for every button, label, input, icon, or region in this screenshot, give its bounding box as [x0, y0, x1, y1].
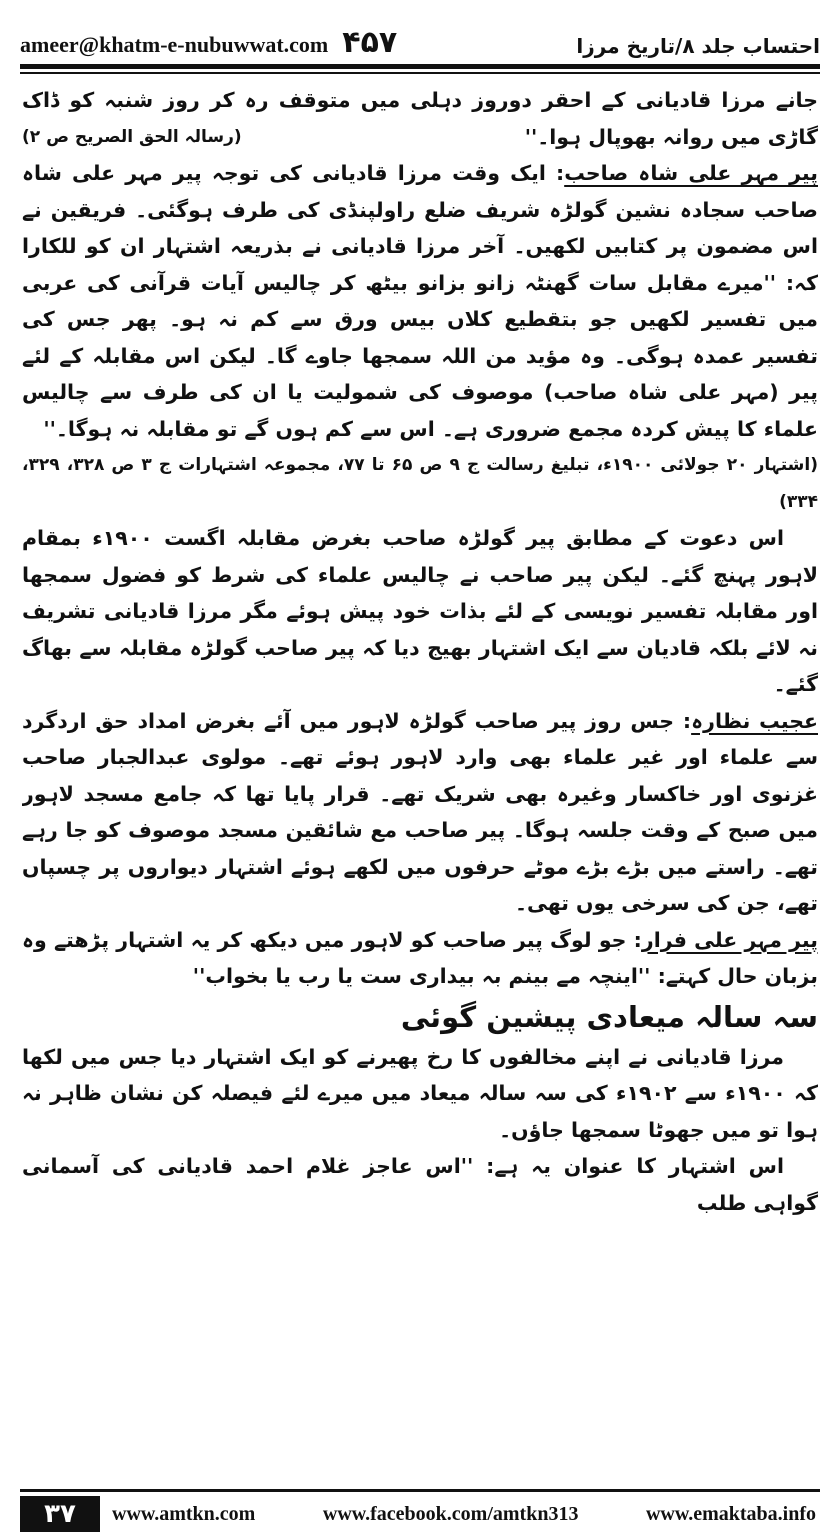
- page-body: [22, 82, 818, 1474]
- paragraph-2-reference: (اشتہار ۲۰ جولائی ۱۹۰۰ء، تبلیغ رسالت ج ۹ ص ۶۵ تا ۷۷، مجموعہ اشتہارات ج ۳ ص ۳۲۸، ۳۲۹، ۳۳۴): [22, 455, 818, 512]
- paragraph-1-reference: (رسالہ الحق الصریح ص ۲): [22, 126, 242, 147]
- paragraph-1-text: جانے مرزا قادیانی کے احقر دوروز دہلی میں متوقف رہ کر روز شنبہ کو ڈاک گاڑی میں روانہ بھوپال ہوا۔'': [22, 88, 818, 149]
- header-rule-thick: [20, 64, 820, 69]
- paragraph-2-text: : ایک وقت مرزا قادیانی کی توجہ پیر مہر علی شاہ صاحب سجادہ نشین گولڑہ شریف ضلع راولپنڈی کی طرف ہوگئی۔ فریقین نے اس مضمون پر کتابیں لکھیں۔ آخر مرزا قادیانی نے بذریعہ اشتہار ان کو للکارا کہ: ''میرے مقابل سات گھنٹہ زانو بزانو بیٹھ کر چالیس آیات قرآنی کی عربی میں تفسیر لکھیں جو بتقطیع کلاں بیس ورق سے کم نہ ہو۔ پھر جس کی تفسیر عمدہ ہوگی۔ وہ مؤید من اللہ سمجھا جاوے گا۔ لیکن اس مقابلہ کے لئے پیر (مہر علی شاہ صاحب) موصوف کی شمولیت یا ان کی طرف سے چالیس علماء کا پیش کردہ مجمع ضروری ہے۔ اس سے کم ہوں گے تو مقابلہ نہ ہوگا۔'': [22, 161, 818, 441]
- heading-ajeeb-nazara: عجیب نظارہ: [691, 708, 818, 733]
- footer-page-number: ۳۷: [20, 1496, 100, 1532]
- header-page-number: ۴۵۷: [342, 25, 398, 60]
- heading-pir-mehr-ali-firar: پیر مہر علی فرار: [641, 927, 818, 952]
- paragraph-5: [22, 922, 818, 995]
- paragraph-3: اس دعوت کے مطابق پیر گولڑہ صاحب بغرض مقابلہ اگست ۱۹۰۰ء بمقام لاہور پہنچ گئے۔ لیکن پیر صاحب نے چالیس علماء کی شرط کو فضول سمجھا اور مقابلہ تفسیر نویسی کے لئے بذات خود پیش ہوئے مگر مرزا قادیانی تشریف نہ لائے بلکہ قادیان سے ایک اشتہار بھیج دیا کہ پیر صاحب گولڑہ مقابلہ سے بھاگ گئے۔: [22, 526, 818, 696]
- section-title: سہ سالہ میعادی پیشین گوئی: [400, 999, 818, 1034]
- footer-links: [100, 1496, 820, 1532]
- footer-link-amtkn[interactable]: www.amtkn.com: [112, 1502, 256, 1525]
- footer-link-facebook[interactable]: www.facebook.com/amtkn313: [322, 1502, 579, 1525]
- paragraph-2: [22, 155, 818, 447]
- paragraph-1: [22, 82, 818, 155]
- page-footer: [20, 1489, 820, 1532]
- paragraph-4-text: : جس روز پیر صاحب گولڑہ لاہور میں آئے بغرض امداد حق اردگرد سے علماء اور غیر علماء بھی وارد لاہور ہوئے تھے۔ مولوی عبدالجبار صاحب غزنوی اور خاکسار وغیرہ بھی شریک تھے۔ قرار پایا تھا کہ جامع مسجد لاہور میں صبح کے وقت جلسہ ہوگا۔ پیر صاحب مع شائقین مسجد موصوف کو جا رہے تھے۔ راستے میں بڑے بڑے موٹے حرفوں میں لکھے ہوئے اشتہار دیواروں پر چسپاں تھے، جن کی سرخی یوں تھی۔: [22, 708, 818, 915]
- heading-pir-mehr-ali-shah: پیر مہر علی شاہ صاحب: [564, 161, 818, 185]
- paragraph-4: [22, 703, 818, 922]
- footer-link-emaktaba[interactable]: www.emaktaba.info: [645, 1502, 816, 1525]
- paragraph-6: مرزا قادیانی نے اپنے مخالفوں کا رخ پھیرنے کو ایک اشتہار دیا جس میں لکھا کہ ۱۹۰۰ء سے ۱۹۰۲ء کی سہ سالہ میعاد میں میرے لئے فیصلہ کن نشان ظاہر نہ ہوا تو میں جھوٹا سمجھا جاؤں۔: [22, 1044, 818, 1142]
- header-left: [20, 25, 398, 60]
- paragraph-7: اس اشتہار کا عنوان یہ ہے: ''اس عاجز غلام احمد قادیانی کی آسمانی گواہی طلب: [22, 1154, 818, 1215]
- header-rule-thin: [20, 72, 820, 74]
- header-book-title: احتساب جلد ۸/تاریخ مرزا: [576, 34, 820, 58]
- paragraph-5-text: : جو لوگ پیر صاحب کو لاہور میں دیکھ کر یہ اشتہار پڑھتے وہ بزبان حال کہتے: ''اینچہ مے بینم بہ بیداری ست یا رب یا بخواب'': [22, 927, 818, 988]
- page-header: [20, 14, 820, 58]
- header-email: ameer@khatm-e-nubuwwat.com: [20, 32, 329, 57]
